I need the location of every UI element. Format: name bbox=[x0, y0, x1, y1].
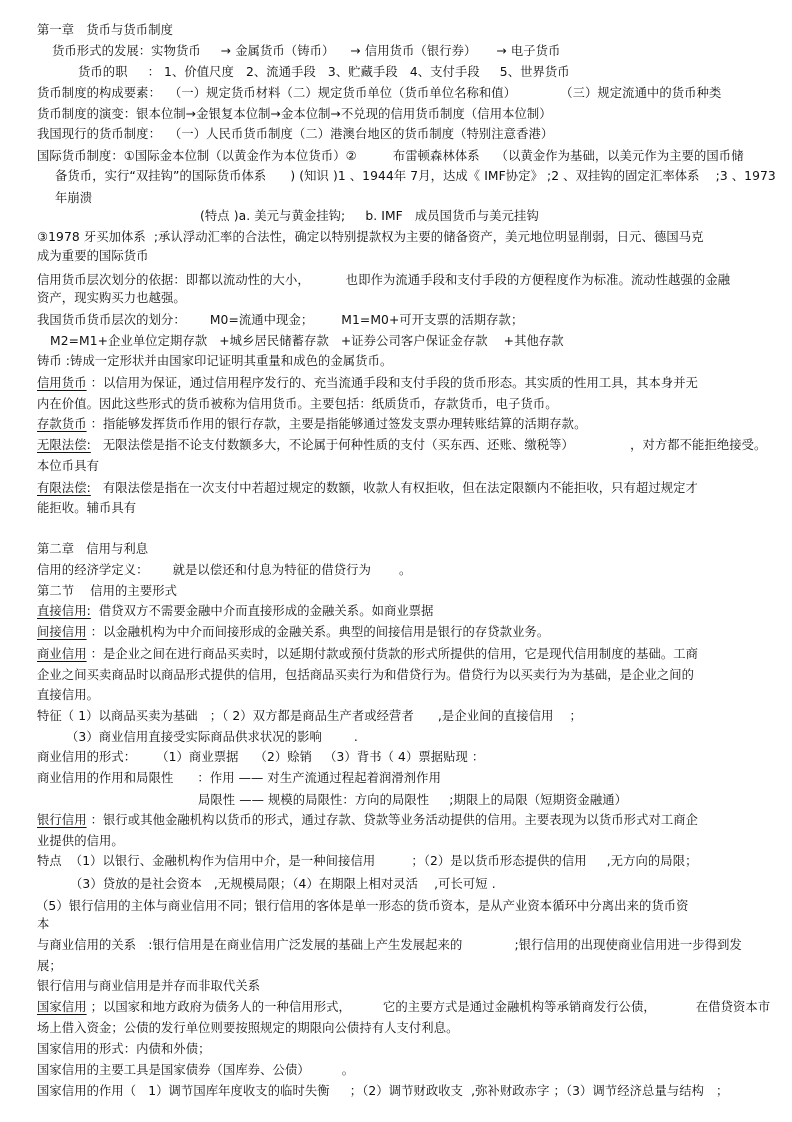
definition: ：以金融机构为中介而间接形成的金融关系。典型的间接信用是银行的存贷款业务。 bbox=[86, 625, 550, 639]
text-line: 货币制度的构成要素： （一）规定货币材料（二）规定货币单位（货币单位名称和值） （三）规定流通中的货币种类 bbox=[37, 86, 722, 100]
text-line: 直接信用。 bbox=[37, 688, 99, 702]
text-line: 国家信用的作用（ 1）调节国库年度收支的临时失衡 ；（2）调节财政收支 ,弥补财政赤字 ；（3）调节经济总量与结构 ； bbox=[37, 1084, 729, 1098]
text-line: 信用货币层次划分的依据：即都以流动性的大小， 也即作为流通手段和支付手段的方便程度作为标准。流动性越强的金融 bbox=[37, 273, 731, 287]
term: 商业信用 bbox=[37, 647, 87, 661]
term: 有限法偿: bbox=[37, 481, 91, 495]
text-line: 企业之间买卖商品时以商品形式提供的信用，包括商品买卖行为和借贷行为。借贷行为以买卖行为为基础，是企业之间的 bbox=[37, 668, 695, 682]
text-line: 局限性 —— 规模的局限性：方向的局限性 ;期限上的局限（短期资金融通） bbox=[198, 793, 628, 807]
text-line: 我国货币货币层次的划分： M0=流通中现金； M1=M0+可开支票的活期存款； bbox=[37, 313, 524, 327]
definition-line bbox=[37, 375, 698, 391]
text-line: 资产，现实购买力也越强。 bbox=[37, 291, 186, 305]
text-line: 信用的经济学定义： 就是以偿还和付息为特征的借贷行为 。 bbox=[37, 563, 412, 577]
text-line: 商业信用的形式： （1）商业票据 （2）赊销 （3）背书（ 4）票据贴现 ： bbox=[37, 750, 485, 764]
definition: ：银行或其他金融机构以货币的形式，通过存款、贷款等业务活动提供的信用。主要表现为以货币形式对工商企 bbox=[86, 813, 699, 827]
text-line: （5）银行信用的主体与商业信用不同；银行信用的客体是单一形态的货币资本，是从产业资本循环中分离出来的货币资 bbox=[36, 899, 689, 913]
term: 银行信用 bbox=[37, 813, 87, 827]
term: 信用货币 bbox=[37, 376, 87, 390]
definition-line bbox=[37, 624, 549, 640]
term: 无限法偿: bbox=[37, 438, 91, 452]
text-line: 货币的职 ： 1、价值尺度 2、流通手段 3、贮藏手段 4、支付手段 5、世界货币 bbox=[78, 65, 570, 79]
definition: ：指能够发挥货币作用的银行存款，主要是指能够通过签发支票办理转账结算的活期存款。 bbox=[86, 417, 587, 431]
text-line: 我国现行的货币制度： （一）人民币货币制度（二）港澳台地区的货币制度（特别注意香港） bbox=[37, 127, 554, 141]
definition-line bbox=[37, 437, 766, 453]
term: 直接信用: bbox=[37, 604, 91, 618]
text-line: 特征（ 1）以商品买卖为基础 ；（ 2）双方都是商品生产者或经营者 ,是企业间的直接信用 ； bbox=[37, 709, 582, 723]
definition: ；以国家和地方政府为债务人的一种信用形式， 它的主要方式是通过金融机构等承销商发行公债， 在借贷资本市 bbox=[86, 1000, 771, 1014]
term: 国家信用 bbox=[37, 1000, 87, 1014]
text-line: （3）贷放的是社会资本 ,无规模局限；（4）在期限上相对灵活 ,可长可短 . bbox=[70, 877, 496, 891]
text-line: 国际货币制度：①国际金本位制（以黄金作为本位货币）② 布雷顿森林体系 （以黄金作为基础，以美元作为主要的国币储 bbox=[37, 149, 744, 163]
text-line: 国家信用的形式：内债和外债； bbox=[37, 1042, 211, 1056]
definition: 有限法偿是指在一次支付中若超过规定的数额，收款人有权拒收，但在法定限额内不能拒收，只有超过规定才 bbox=[90, 481, 698, 495]
text-line: 特点 （1）以银行、金融机构作为信用中介，是一种间接信用 ；（2）是以货币形态提供的信用 ,无方向的局限； bbox=[37, 854, 698, 868]
text-line: 本 bbox=[37, 917, 50, 931]
term: 间接信用 bbox=[37, 625, 87, 639]
definition: 无限法偿是指不论支付数额多大，不论属于何种性质的支付（买东西、还账、缴税等） ，对方都不能拒绝接受。 bbox=[90, 438, 767, 452]
text-line: 国家信用的主要工具是国家债券（国库券、公债） 。 bbox=[37, 1063, 355, 1077]
definition: ：以信用为保证，通过信用程序发行的、充当流通手段和支付手段的货币形态。其实质的性用工具，其本身并无 bbox=[86, 376, 699, 390]
text-line: 货币形式的发展：实物货币 → 金属货币（铸币） → 信用货币（银行券） → 电子货币 bbox=[52, 44, 561, 58]
definition-line bbox=[37, 999, 770, 1015]
text-line: (特点 )a. 美元与黄金挂钩; b. IMF 成员国货币与美元挂钩 bbox=[200, 209, 539, 223]
text-line: 成为重要的国际货币 bbox=[37, 249, 149, 263]
text-line: 银行信用与商业信用是并存而非取代关系 bbox=[37, 979, 261, 993]
definition: 借贷双方不需要金融中介而直接形成的金融关系。如商业票据 bbox=[90, 604, 434, 618]
text-line: M2=M1+企业单位定期存款 +城乡居民储蓄存款 +证券公司客户保证金存款 +其他存款 bbox=[50, 334, 564, 348]
text-line: 铸币 :铸成一定形状并由国家印记证明其重量和成色的金属货币。 bbox=[37, 354, 393, 368]
text-line: 能拒收。辅币具有 bbox=[37, 501, 137, 515]
definition-line bbox=[37, 416, 586, 432]
definition-line bbox=[37, 812, 698, 828]
text-line: 备货币，实行“双挂钩”的国际货币体系 ) (知识 )1 、1944年 7月，达成《 IMF协定》 ;2 、双挂钩的固定汇率体系 ;3 、1973 bbox=[55, 169, 776, 183]
text-line: （3）商业信用直接受实际商品供求状况的影响 . bbox=[66, 730, 358, 744]
text-line: 与商业信用的关系 :银行信用是在商业信用广泛发展的基础上产生发展起来的 ;银行信用的出现使商业信用进一步得到发 bbox=[37, 938, 742, 952]
definition-line bbox=[37, 480, 698, 496]
text-line: 展； bbox=[37, 959, 62, 973]
chapter-2-heading: 第二章 信用与利息 bbox=[37, 542, 149, 556]
section-heading: 第二节 信用的主要形式 bbox=[37, 584, 178, 598]
text-line: 货币制度的演变：银本位制→金银复本位制→金本位制→不兑现的信用货币制度（信用本位制） bbox=[37, 107, 552, 121]
text-line: 内在价值。因此这些形式的货币被称为信用货币。主要包括：纸质货币，存款货币，电子货币。 bbox=[37, 397, 558, 411]
text-line: 业提供的信用。 bbox=[37, 834, 124, 848]
text-line: 本位币具有 bbox=[37, 459, 99, 473]
definition-line bbox=[37, 646, 698, 662]
text-line: 场上借入资金；公债的发行单位则要按照规定的期限向公债持有人支付利息。 bbox=[37, 1021, 459, 1035]
definition: ：是企业之间在进行商品买卖时，以延期付款或预付货款的形式所提供的信用，它是现代信用制度的基础。工商 bbox=[86, 647, 699, 661]
definition-line bbox=[37, 603, 434, 619]
chapter-1-heading: 第一章 货币与货币制度 bbox=[37, 23, 173, 37]
text-line: ③1978 牙买加体系 ;承认浮动汇率的合法性，确定以特别提款权为主要的储备资产，美元地位明显削弱，日元、德国马克 bbox=[37, 230, 704, 244]
text-line: 年崩溃 bbox=[55, 191, 93, 205]
term: 存款货币 bbox=[37, 417, 87, 431]
text-line: 商业信用的作用和局限性 ：作用 —— 对生产流通过程起着润滑剂作用 bbox=[37, 771, 441, 785]
